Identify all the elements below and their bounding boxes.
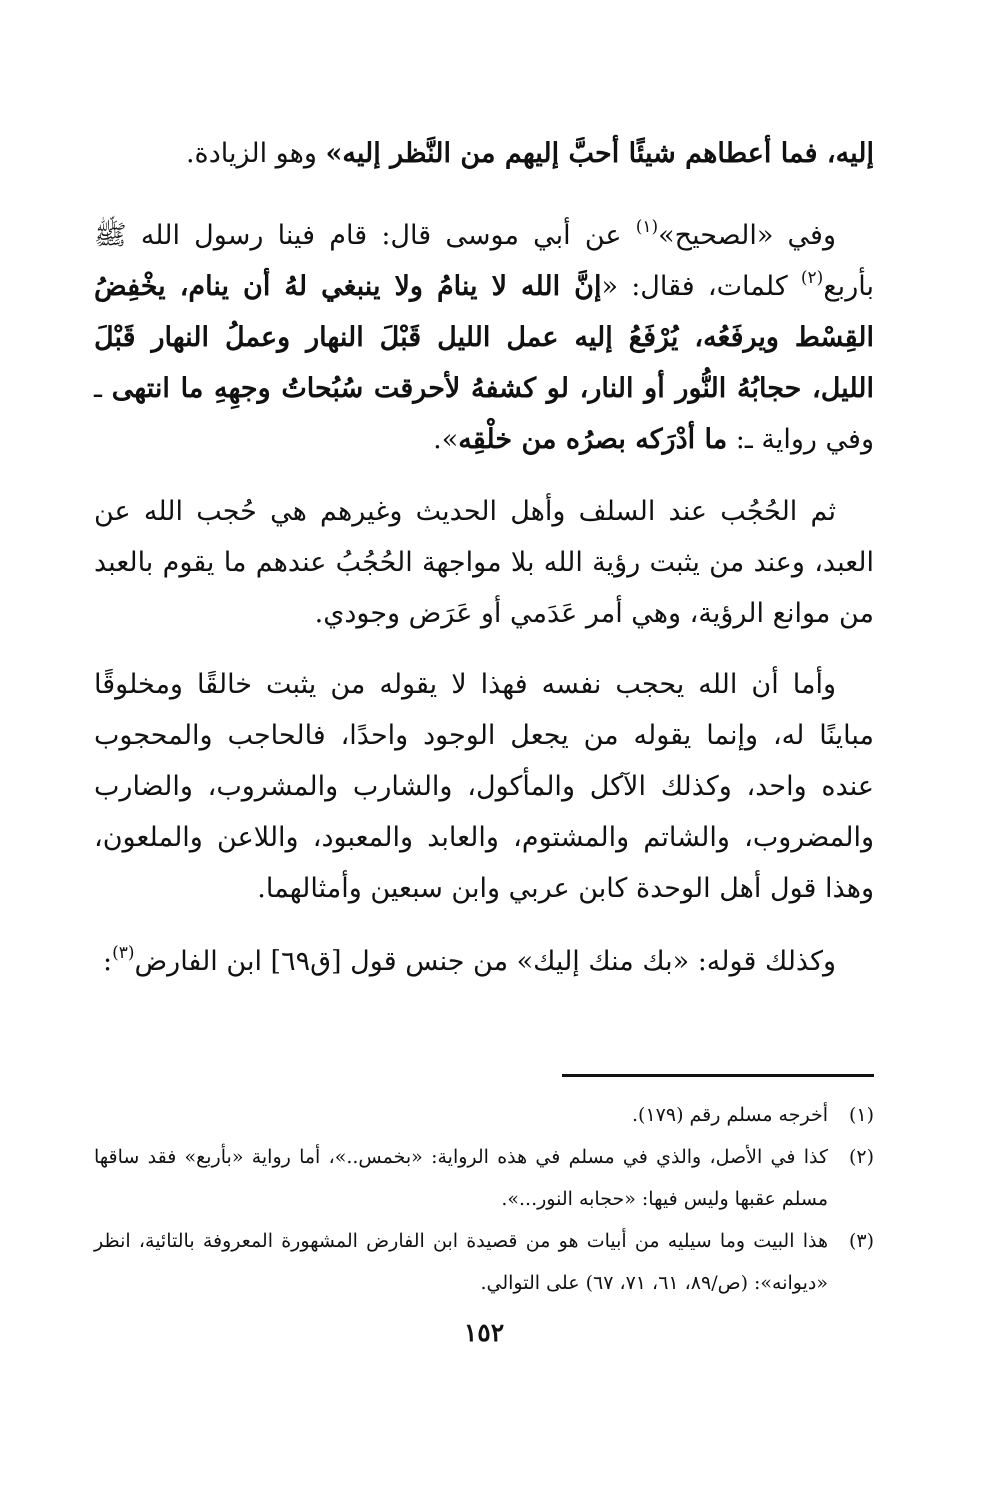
paragraph-2-text-e: ». <box>433 424 459 455</box>
paragraph-1-text: وهو الزيادة. <box>185 138 326 169</box>
paragraph-2-text-d: ـ وفي رواية ـ: <box>94 373 874 455</box>
paragraph-2-text-b: عن أبي موسى قال: قام فينا رسول الله ﷺ بأربع <box>94 220 874 302</box>
paragraph-3 <box>94 486 874 639</box>
footnote-number: (١) <box>848 1104 874 1126</box>
paragraph-5 <box>94 936 874 987</box>
paragraph-4 <box>94 659 874 914</box>
footnote-text: هذا البيت وما سيليه من أبيات هو من قصيدة ابن الفارض المشهورة المعروفة بالتائية، انظر «ديوانه»: (ص/٨٩، ٦١، ٧١، ٦٧) على التوالي. <box>94 1230 828 1294</box>
footnote-3 <box>94 1220 874 1304</box>
footnote-number: (٣) <box>848 1230 874 1252</box>
footnote-ref-3[interactable]: (٣) <box>112 943 135 963</box>
footnote-number: (٢) <box>848 1146 874 1168</box>
footnote-ref-2[interactable]: (٢) <box>800 268 824 288</box>
footnote-text: أخرجه مسلم رقم (١٧٩). <box>631 1104 828 1126</box>
footnotes <box>94 1094 874 1304</box>
paragraph-2-text-c: كلمات، فقال: « <box>601 271 801 302</box>
footnote-separator <box>562 1074 874 1077</box>
paragraph-1 <box>94 128 874 179</box>
paragraph-4-text: وأما أن الله يحجب نفسه فهذا لا يقوله من يثبت خالقًا ومخلوقًا مباينًا له، وإنما يقوله من يجعل الوجود واحدًا، فالحاجب والمحجوب عنده واحد، وكذلك الآكل والمأكول، والشارب والمشروب، والضارب والمضروب، والشاتم والمشتوم، والعابد والمعبود، واللاعن والملعون، وهذا قول أهل الوحدة كابن عربي وابن سبعين وأمثالهما. <box>94 669 874 904</box>
footnote-text: كذا في الأصل، والذي في مسلم في هذه الرواية: «بخمس..»، أما رواية «بأربع» فقد ساقها مسلم عقبها وليس فيها: «حجابه النور...». <box>94 1146 828 1210</box>
hadith-text-bold: إليه، فما أعطاهم شيئًا أحبَّ إليهم من النَّظر إليه» <box>325 138 874 169</box>
paragraph-5-text-a: وكذلك قوله: «بك منك إليك» من جنس قول [ق٦٩] ابن الفارض <box>134 946 836 977</box>
hadith-text-bold: إنَّ الله لا ينامُ ولا ينبغي لهُ أن ينام، يخْفِضُ القِسْط ويرفَعُه، يُرْفَعُ إليه عمل الليل قَبْلَ النهار وعملُ النهار قَبْلَ الليل، حجابُهُ النُّور أو النار، لو كشفهُ لأحرقت سُبُحاتُ وجهِهِ ما انتهى <box>94 271 874 404</box>
paragraph-5-text-b: : <box>102 946 113 977</box>
book-page <box>94 0 874 1486</box>
hadith-text-bold: ما أدْرَكه بصرُه من خلْقِه <box>458 424 728 455</box>
paragraph-3-text: ثم الحُجُب عند السلف وأهل الحديث وغيرهم هي حُجب الله عن العبد، وعند من يثبت رؤية الله بلا مواجهة الحُجُبُ عندهم ما يقوم بالعبد من موانع الرؤية، وهي أمر عَدَمي أو عَرَض وجودي. <box>94 496 874 629</box>
paragraph-2 <box>94 210 874 465</box>
footnote-1 <box>94 1094 874 1136</box>
footnote-ref-1[interactable]: (١) <box>635 217 659 237</box>
footnote-2 <box>94 1136 874 1220</box>
paragraph-2-text-a: وفي «الصحيح» <box>658 220 837 251</box>
page-number: ١٥٢ <box>463 1318 505 1347</box>
